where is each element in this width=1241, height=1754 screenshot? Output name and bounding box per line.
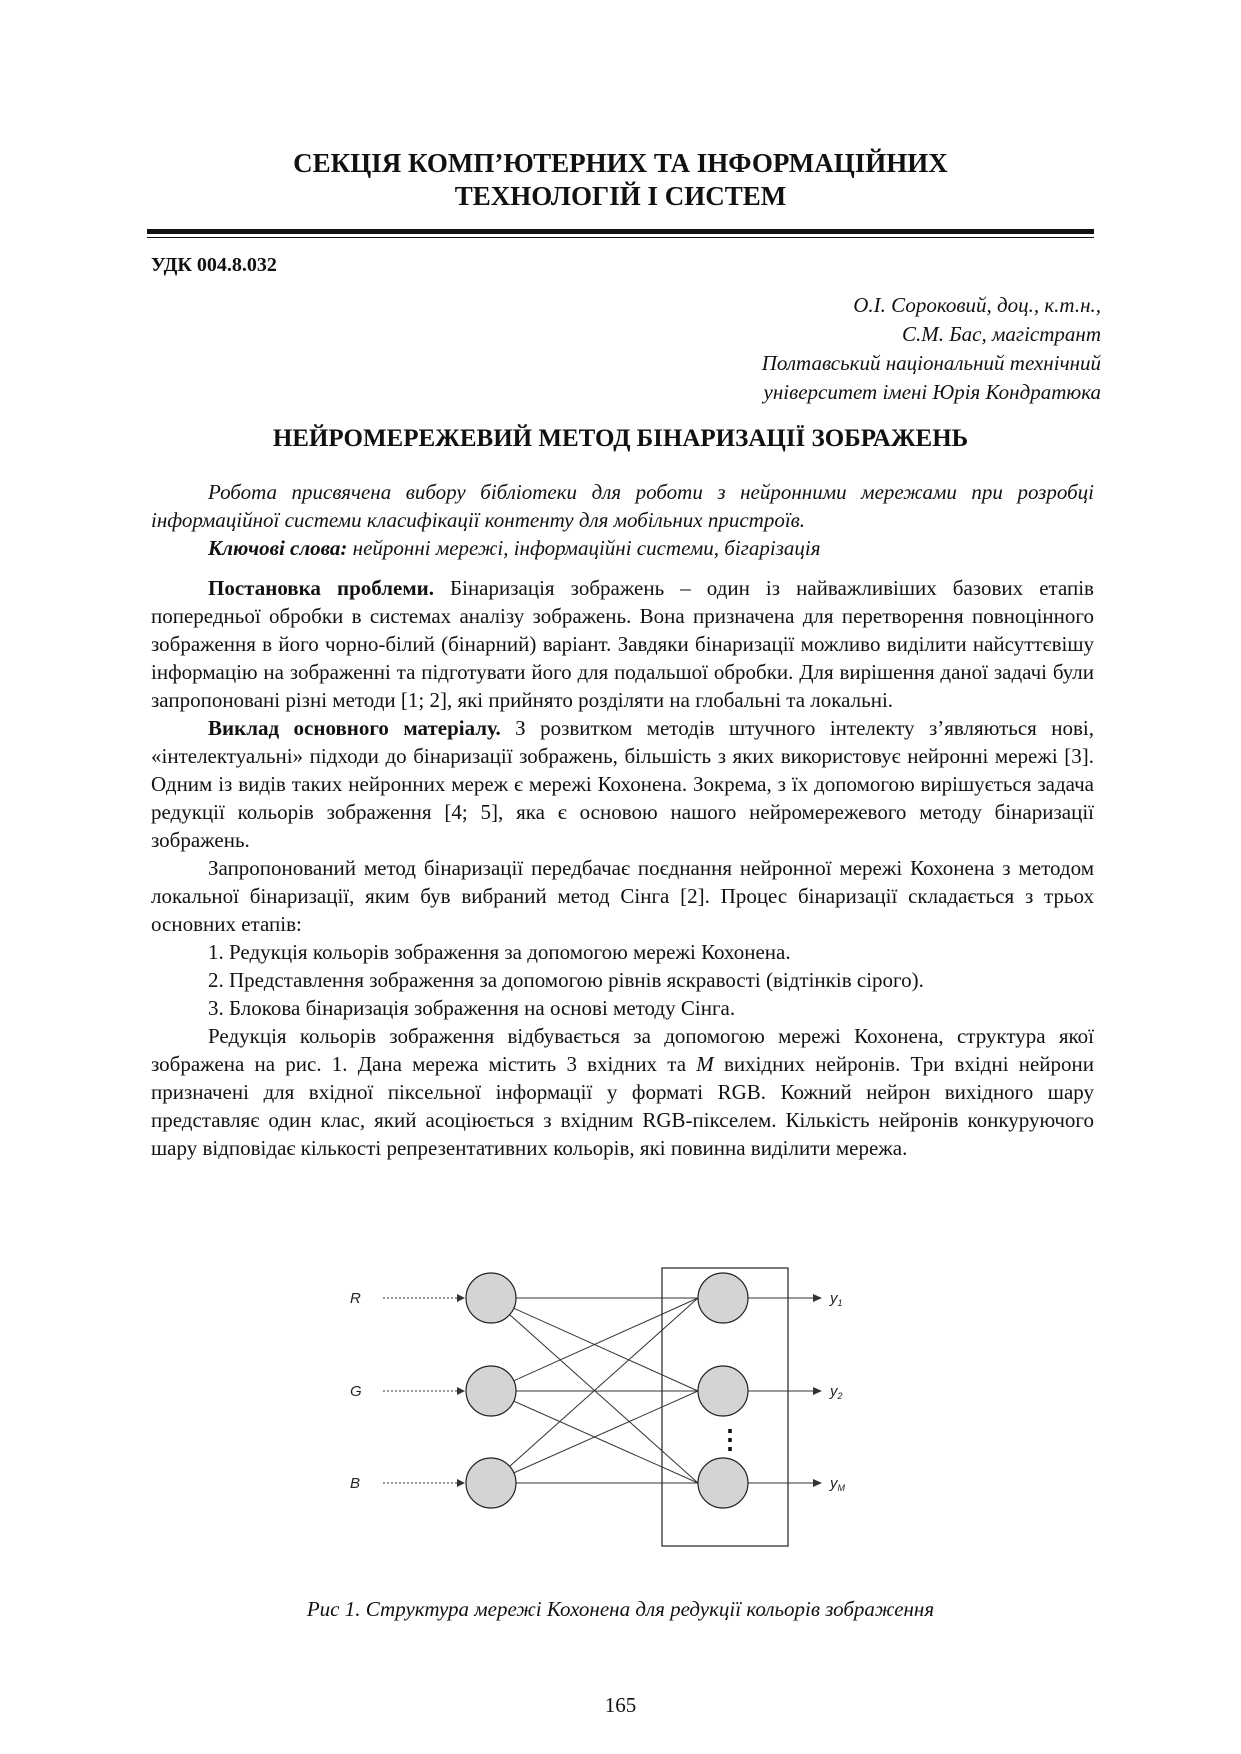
output-label-sub: 2	[837, 1391, 843, 1401]
udc-code: УДК 004.8.032	[151, 254, 277, 276]
paragraph-reduction-b: вихідних нейронів. Три вхідні нейрони призначені для вхідної піксельної інформації у форматі RGB. Кожний нейрон вихідного шару представляє один клас, який асоціюється з вхідним RGB-пікселем. Кількість нейронів конкуруючого шару відповідає кількості репрезентативних кольорів, які повинна виділити мережа.	[151, 1052, 1095, 1160]
output-neuron-1	[698, 1273, 748, 1323]
paragraph-reduction-a: Редукція кольорів зображення відбувається за допомогою мережі Кохонена, структура якої зображена на рис. 1. Дана мережа містить 3 вхідних та	[151, 1024, 1094, 1076]
paragraph-main-text: З розвитком методів штучного інтелекту з’являються нові, «інтелектуальні» підходи до бінаризації зображень, більшість з яких використовує нейронні мережі [3]. Одним із видів таких нейронних мереж є мережі Кохонена. Зокрема, з їх допомогою вирішується задача редукції кольорів зображення [4; 5], яка є основою нашого нейромережевого методу бінаризації зображень.	[151, 716, 1095, 852]
affiliation-line-1: Полтавський національний технічний	[761, 351, 1101, 375]
output-label-y: y	[830, 1383, 838, 1400]
input-label-b: B	[350, 1475, 361, 1492]
authors-block	[762, 291, 1101, 407]
list-item: 1. Редукція кольорів зображення за допомогою мережі Кохонена.	[208, 940, 791, 964]
input-neuron-g	[466, 1366, 516, 1416]
arrowhead	[457, 1479, 465, 1487]
list-item: 2. Представлення зображення за допомогою рівнів яскравості (відтінків сірого).	[208, 968, 924, 992]
input-neuron-r	[466, 1273, 516, 1323]
paragraph-problem-lead: Постановка проблеми.	[208, 576, 434, 600]
arrowhead	[813, 1294, 822, 1302]
output-label-1	[829, 1290, 843, 1308]
author-line-2: С.М. Бас, магістрант	[902, 322, 1101, 346]
output-label-m	[829, 1475, 846, 1493]
input-label-g: G	[350, 1383, 362, 1400]
keywords-line	[151, 534, 1094, 562]
connections	[491, 1298, 698, 1483]
output-neuron-m	[698, 1458, 748, 1508]
output-label-y: y	[830, 1475, 838, 1492]
paragraph-main	[151, 714, 1094, 854]
paper-title: НЕЙРОМЕРЕЖЕВИЙ МЕТОД БІНАРИЗАЦІЇ ЗОБРАЖЕНЬ	[272, 425, 969, 452]
section-heading	[0, 147, 1241, 213]
paragraph-problem	[151, 574, 1094, 714]
paragraph-problem-text: Бінаризація зображень – один із найважливіших базових етапів попередньої обробки в системах аналізу зображень. Вона призначена для перетворення повноцінного зображення в його чорно-білий (бінарний) варіант. Завдяки бінаризації можливо виділити найсуттєвішу інформацію на зображенні та підготувати його для подальшої обробки. Для вирішення даної задачі були запропоновані різні методи [1; 2], які прийнято розділяти на глобальні та локальні.	[151, 576, 1094, 712]
input-neuron-b	[466, 1458, 516, 1508]
abstract-text: Робота присвячена вибору бібліотеки для роботи з нейронними мережами при розробці інформаційної системи класифікації контенту для мобільних пристроїв.	[151, 480, 1094, 532]
kohonen-network-figure	[345, 1258, 905, 1558]
affiliation-line-2: університет імені Юрія Кондратюка	[763, 380, 1101, 404]
stages-list	[151, 938, 1094, 1022]
header-rule-thick	[147, 229, 1094, 234]
abstract	[151, 478, 1094, 562]
paragraph-method: Запропонований метод бінаризації передбачає поєднання нейронної мережі Кохонена з методом локальної бінаризації, яким був вибраний метод Сінга [2]. Процес бінаризації складається з трьох основних етапів:	[151, 856, 1094, 936]
figure-caption: Рис 1. Структура мережі Кохонена для редукції кольорів зображення	[306, 1597, 935, 1621]
section-heading-line2: ТЕХНОЛОГІЙ І СИСТЕМ	[454, 181, 787, 211]
page-number: 165	[604, 1693, 637, 1717]
paragraph-main-lead: Виклад основного матеріалу.	[208, 716, 501, 740]
keywords-text: нейронні мережі, інформаційні системи, бігарізація	[347, 536, 821, 560]
paragraph-reduction-m: M	[696, 1052, 714, 1076]
paragraph-reduction	[151, 1022, 1094, 1162]
arrowhead	[457, 1387, 465, 1395]
arrowhead	[813, 1387, 822, 1395]
output-label-y: y	[830, 1290, 838, 1307]
list-item: 3. Блокова бінаризація зображення на основі методу Сінга.	[208, 996, 736, 1020]
ellipsis-dots: ⋮	[717, 1425, 743, 1454]
author-line-1: О.І. Сороковий, доц., к.т.н.,	[853, 293, 1101, 317]
keywords-label: Ключові слова:	[208, 536, 348, 560]
arrowhead	[457, 1294, 465, 1302]
output-label-sub: 1	[837, 1298, 843, 1308]
section-heading-line1: СЕКЦІЯ КОМП’ЮТЕРНИХ ТА ІНФОРМАЦІЙНИХ	[293, 148, 948, 178]
output-label-2	[829, 1383, 843, 1401]
body-text	[151, 574, 1094, 1162]
input-label-r: R	[350, 1290, 361, 1307]
output-label-sub: M	[837, 1483, 845, 1493]
arrowhead	[813, 1479, 822, 1487]
output-neuron-2	[698, 1366, 748, 1416]
header-rule-thin	[147, 237, 1094, 238]
